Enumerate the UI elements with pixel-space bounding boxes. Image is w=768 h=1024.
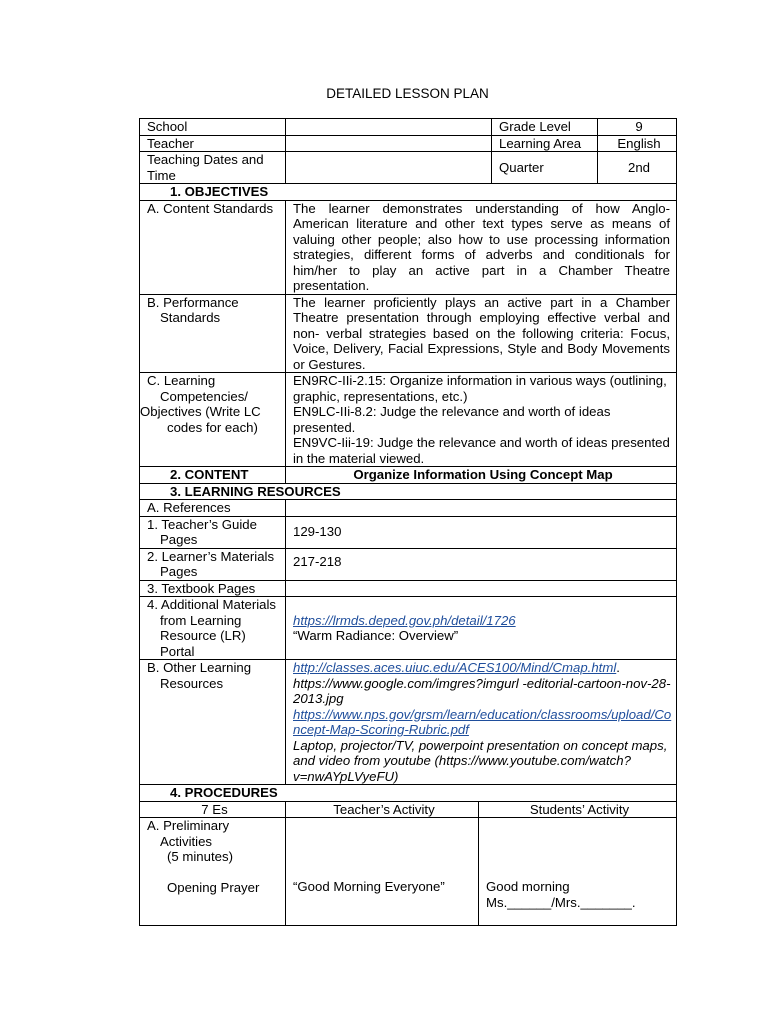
performance-standards-text: The learner proficiently plays an active part in a Chamber Theatre presentation through employing effective verbal and non- verbal strategies based on the following criteria: Focus, Voice, Delivery, Facial Expressions, Style and Body Movements or Gestures. — [286, 294, 677, 373]
grade-label: Grade Level — [492, 119, 598, 136]
textbook-row — [140, 580, 677, 597]
references-label: A. References — [140, 500, 286, 517]
teacher-value — [286, 135, 492, 152]
preliminary-row — [140, 818, 677, 926]
competencies-label-line-2: Objectives (Write LC — [140, 404, 261, 419]
dates-value — [286, 152, 492, 184]
content-standards-label: A. Content Standards — [140, 200, 286, 294]
student-greeting-2: Ms.______/Mrs._______. — [486, 894, 636, 910]
references-value — [286, 500, 677, 517]
grade-value: 9 — [598, 119, 677, 136]
area-label: Learning Area — [492, 135, 598, 152]
competency-3: EN9VC-Iii-19: Judge the relevance and worth of ideas presented in the material viewed. — [293, 435, 670, 466]
competencies-label-line-1: C. Learning Competencies/ — [147, 373, 248, 404]
competencies-text — [286, 373, 677, 467]
learners-materials-value: 217-218 — [286, 548, 677, 580]
content-standards-row — [140, 200, 677, 294]
additional-materials-row — [140, 597, 677, 660]
content-row — [140, 467, 677, 484]
objectives-heading-row — [140, 184, 677, 201]
school-value — [286, 119, 492, 136]
col-students-activity: Students’ Activity — [479, 801, 677, 818]
textbook-value — [286, 580, 677, 597]
opening-prayer-label: Opening Prayer — [167, 879, 260, 895]
teacher-activity-cell — [286, 818, 479, 926]
col-7es: 7 Es — [140, 801, 286, 818]
teacher-label: Teacher — [140, 135, 286, 152]
performance-standards-label: B. Performance Standards — [140, 294, 286, 373]
other-resources-label: B. Other Learning Resources — [140, 660, 286, 785]
teachers-guide-row — [140, 516, 677, 548]
competencies-row — [140, 373, 677, 467]
other-resources-row — [140, 660, 677, 785]
teachers-guide-label: 1. Teacher’s Guide Pages — [140, 516, 286, 548]
quarter-value: 2nd — [598, 152, 677, 184]
teacher-greeting: “Good Morning Everyone” — [293, 879, 445, 894]
school-row — [140, 119, 677, 136]
lesson-plan-table — [139, 118, 677, 926]
procedures-heading: 4. PROCEDURES — [140, 785, 677, 802]
resources-heading: 3. LEARNING RESOURCES — [140, 483, 677, 500]
dates-row — [140, 152, 677, 184]
content-value: Organize Information Using Concept Map — [286, 467, 677, 484]
additional-materials-title: “Warm Radiance: Overview” — [293, 628, 459, 643]
nps-rubric-link[interactable]: https://www.nps.gov/grsm/learn/education/classrooms/upload/Concept-Map-Scoring-Rubric.pdf — [293, 706, 672, 737]
preliminary-time: (5 minutes) — [167, 849, 233, 864]
document-title: DETAILED LESSON PLAN — [326, 86, 489, 101]
quarter-label: Quarter — [492, 152, 598, 184]
col-teacher-activity: Teacher’s Activity — [286, 801, 479, 818]
other-resources-value — [286, 660, 677, 785]
area-value: English — [598, 135, 677, 152]
resources-heading-row — [140, 483, 677, 500]
learners-materials-row — [140, 548, 677, 580]
link-period: . — [616, 660, 620, 675]
lrmds-link[interactable]: https://lrmds.deped.gov.ph/detail/1726 — [293, 612, 516, 628]
additional-materials-value — [286, 597, 677, 660]
student-greeting-1: Good morning — [486, 879, 570, 894]
teachers-guide-value: 129-130 — [286, 516, 677, 548]
textbook-label: 3. Textbook Pages — [140, 580, 286, 597]
school-label: School — [140, 119, 286, 136]
performance-standards-row — [140, 294, 677, 373]
references-row — [140, 500, 677, 517]
preliminary-label — [140, 818, 286, 926]
competencies-label — [140, 373, 286, 467]
learners-materials-label: 2. Learner’s Materials Pages — [140, 548, 286, 580]
student-activity-cell — [479, 818, 677, 926]
google-imgres-text: https://www.google.com/imgres?imgurl -editorial-cartoon-nov-28-2013.jpg — [293, 675, 671, 706]
content-standards-text: The learner demonstrates understanding of how Anglo-American literature and other text types serve as means of valuing other people; also how to use processing information strategies, different forms of adverbs and conditionals for him/her to play an active part in a Chamber Theatre presentation. — [286, 200, 677, 294]
competency-1: EN9RC-IIi-2.15: Organize information in various ways (outlining, graphic, representations, etc.) — [293, 373, 667, 404]
competencies-label-line-3: codes for each) — [167, 419, 258, 435]
content-heading: 2. CONTENT — [140, 467, 286, 484]
aces-cmap-link[interactable]: http://classes.aces.uiuc.edu/ACES100/Mind/Cmap.html — [293, 660, 617, 675]
additional-materials-label: 4. Additional Materials from Learning Resource (LR) Portal — [140, 597, 286, 660]
dates-label: Teaching Dates and Time — [140, 152, 286, 184]
equipment-text: Laptop, projector/TV, powerpoint presentation on concept maps, and video from youtube (https://www.youtube.com/watch?v=nwAYpLVyeFU) — [293, 737, 668, 784]
competency-2: EN9LC-IIi-8.2: Judge the relevance and worth of ideas presented. — [293, 404, 611, 435]
procedures-columns-row — [140, 801, 677, 818]
procedures-heading-row — [140, 785, 677, 802]
objectives-heading: 1. OBJECTIVES — [140, 184, 677, 201]
preliminary-title: A. Preliminary Activities — [147, 818, 230, 849]
teacher-row — [140, 135, 677, 152]
